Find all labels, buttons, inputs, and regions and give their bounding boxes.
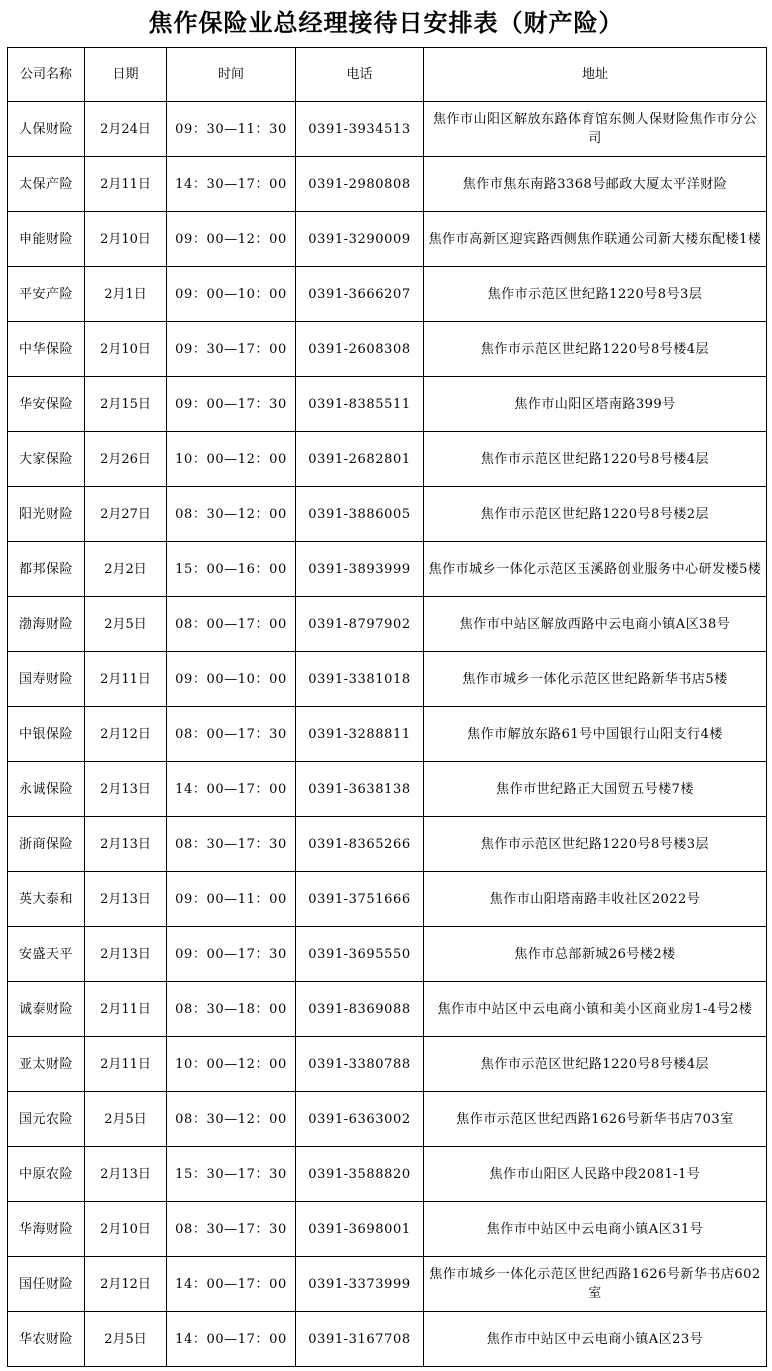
address-cell: 焦作市高新区迎宾路西侧焦作联通公司新大楼东配楼1楼 — [424, 212, 767, 267]
address-cell: 焦作市示范区世纪路1220号8号3层 — [424, 267, 767, 322]
address-cell: 焦作市焦东南路3368号邮政大厦太平洋财险 — [424, 157, 767, 212]
time-cell: 08：30—18：00 — [167, 982, 296, 1037]
phone-cell: 0391-3290009 — [296, 212, 424, 267]
company-cell: 国元农险 — [8, 1092, 85, 1147]
table-row — [8, 157, 767, 212]
phone-cell: 0391-8365266 — [296, 817, 424, 872]
phone-cell: 0391-3167708 — [296, 1312, 424, 1367]
address-cell: 焦作市总部新城26号楼2楼 — [424, 927, 767, 982]
company-cell: 申能财险 — [8, 212, 85, 267]
table-row — [8, 322, 767, 377]
company-cell: 国任财险 — [8, 1257, 85, 1312]
phone-cell: 0391-3380788 — [296, 1037, 424, 1092]
date-cell: 2月10日 — [85, 212, 167, 267]
address-cell: 焦作市城乡一体化示范区世纪路新华书店5楼 — [424, 652, 767, 707]
phone-cell: 0391-3288811 — [296, 707, 424, 762]
company-cell: 阳光财险 — [8, 487, 85, 542]
table-row — [8, 1312, 767, 1367]
time-cell: 09：00—11：00 — [167, 872, 296, 927]
time-cell: 14：00—17：00 — [167, 1257, 296, 1312]
date-cell: 2月1日 — [85, 267, 167, 322]
address-cell: 焦作市城乡一体化示范区玉溪路创业服务中心研发楼5楼 — [424, 542, 767, 597]
company-cell: 诚泰财险 — [8, 982, 85, 1037]
time-cell: 09：30—11：30 — [167, 102, 296, 157]
phone-cell: 0391-3381018 — [296, 652, 424, 707]
company-cell: 浙商保险 — [8, 817, 85, 872]
time-cell: 08：30—17：30 — [167, 1202, 296, 1257]
table-row — [8, 102, 767, 157]
phone-cell: 0391-3373999 — [296, 1257, 424, 1312]
time-cell: 10：00—12：00 — [167, 432, 296, 487]
company-cell: 太保产险 — [8, 157, 85, 212]
address-cell: 焦作市中站区中云电商小镇A区31号 — [424, 1202, 767, 1257]
phone-cell: 0391-3638138 — [296, 762, 424, 817]
phone-cell: 0391-8369088 — [296, 982, 424, 1037]
date-cell: 2月13日 — [85, 872, 167, 927]
address-cell: 焦作市示范区世纪西路1626号新华书店703室 — [424, 1092, 767, 1147]
company-cell: 中银保险 — [8, 707, 85, 762]
address-cell: 焦作市示范区世纪路1220号8号楼4层 — [424, 432, 767, 487]
company-cell: 英大泰和 — [8, 872, 85, 927]
date-cell: 2月13日 — [85, 762, 167, 817]
phone-cell: 0391-2682801 — [296, 432, 424, 487]
header-time: 时间 — [167, 48, 296, 102]
date-cell: 2月12日 — [85, 1257, 167, 1312]
address-cell: 焦作市山阳区解放东路体育馆东侧人保财险焦作市分公司 — [424, 102, 767, 157]
table-row — [8, 872, 767, 927]
address-cell: 焦作市世纪路正大国贸五号楼7楼 — [424, 762, 767, 817]
phone-cell: 0391-3698001 — [296, 1202, 424, 1257]
date-cell: 2月15日 — [85, 377, 167, 432]
address-cell: 焦作市示范区世纪路1220号8号楼3层 — [424, 817, 767, 872]
table-row — [8, 1257, 767, 1312]
table-row — [8, 1092, 767, 1147]
company-cell: 永诚保险 — [8, 762, 85, 817]
page-title: 焦作保险业总经理接待日安排表（财产险） — [148, 9, 624, 37]
date-cell: 2月27日 — [85, 487, 167, 542]
company-cell: 华海财险 — [8, 1202, 85, 1257]
phone-cell: 0391-3934513 — [296, 102, 424, 157]
time-cell: 14：30—17：00 — [167, 157, 296, 212]
table-row — [8, 212, 767, 267]
address-cell: 焦作市城乡一体化示范区世纪西路1626号新华书店602室 — [424, 1257, 767, 1312]
time-cell: 09：00—12：00 — [167, 212, 296, 267]
table-row — [8, 982, 767, 1037]
table-row — [8, 1202, 767, 1257]
date-cell: 2月11日 — [85, 157, 167, 212]
date-cell: 2月10日 — [85, 322, 167, 377]
date-cell: 2月13日 — [85, 927, 167, 982]
table-row — [8, 377, 767, 432]
schedule-table — [7, 47, 767, 1367]
date-cell: 2月10日 — [85, 1202, 167, 1257]
company-cell: 亚太财险 — [8, 1037, 85, 1092]
table-row — [8, 707, 767, 762]
time-cell: 09：00—10：00 — [167, 267, 296, 322]
table-body — [8, 102, 767, 1367]
time-cell: 08：00—17：30 — [167, 707, 296, 762]
address-cell: 焦作市示范区世纪路1220号8号楼4层 — [424, 1037, 767, 1092]
date-cell: 2月13日 — [85, 1147, 167, 1202]
phone-cell: 0391-3695550 — [296, 927, 424, 982]
address-cell: 焦作市中站区中云电商小镇和美小区商业房1-4号2楼 — [424, 982, 767, 1037]
company-cell: 中华保险 — [8, 322, 85, 377]
phone-cell: 0391-8385511 — [296, 377, 424, 432]
company-cell: 安盛天平 — [8, 927, 85, 982]
time-cell: 09：00—10：00 — [167, 652, 296, 707]
company-cell: 大家保险 — [8, 432, 85, 487]
company-cell: 国寿财险 — [8, 652, 85, 707]
company-cell: 都邦保险 — [8, 542, 85, 597]
company-cell: 渤海财险 — [8, 597, 85, 652]
date-cell: 2月2日 — [85, 542, 167, 597]
phone-cell: 0391-8797902 — [296, 597, 424, 652]
date-cell: 2月11日 — [85, 652, 167, 707]
header-company: 公司名称 — [8, 48, 85, 102]
address-cell: 焦作市示范区世纪路1220号8号楼4层 — [424, 322, 767, 377]
phone-cell: 0391-2608308 — [296, 322, 424, 377]
table-row — [8, 927, 767, 982]
time-cell: 15：00—16：00 — [167, 542, 296, 597]
time-cell: 10：00—12：00 — [167, 1037, 296, 1092]
header-date: 日期 — [85, 48, 167, 102]
table-row — [8, 762, 767, 817]
table-header-row — [8, 48, 767, 102]
time-cell: 08：30—12：00 — [167, 487, 296, 542]
phone-cell: 0391-3886005 — [296, 487, 424, 542]
table-row — [8, 432, 767, 487]
date-cell: 2月5日 — [85, 1092, 167, 1147]
date-cell: 2月5日 — [85, 597, 167, 652]
time-cell: 08：00—17：00 — [167, 597, 296, 652]
time-cell: 08：30—17：30 — [167, 817, 296, 872]
table-row — [8, 1147, 767, 1202]
address-cell: 焦作市示范区世纪路1220号8号楼2层 — [424, 487, 767, 542]
address-cell: 焦作市山阳区人民路中段2081-1号 — [424, 1147, 767, 1202]
phone-cell: 0391-2980808 — [296, 157, 424, 212]
time-cell: 14：00—17：00 — [167, 762, 296, 817]
time-cell: 09：00—17：30 — [167, 927, 296, 982]
date-cell: 2月24日 — [85, 102, 167, 157]
table-row — [8, 1037, 767, 1092]
address-cell: 焦作市山阳塔南路丰收社区2022号 — [424, 872, 767, 927]
header-address: 地址 — [424, 48, 767, 102]
phone-cell: 0391-3666207 — [296, 267, 424, 322]
table-row — [8, 597, 767, 652]
phone-cell: 0391-3751666 — [296, 872, 424, 927]
address-cell: 焦作市中站区中云电商小镇A区23号 — [424, 1312, 767, 1367]
time-cell: 14：00—17：00 — [167, 1312, 296, 1367]
company-cell: 华农财险 — [8, 1312, 85, 1367]
company-cell: 华安保险 — [8, 377, 85, 432]
table-row — [8, 542, 767, 597]
header-phone: 电话 — [296, 48, 424, 102]
address-cell: 焦作市中站区解放西路中云电商小镇A区38号 — [424, 597, 767, 652]
address-cell: 焦作市山阳区塔南路399号 — [424, 377, 767, 432]
time-cell: 08：30—12：00 — [167, 1092, 296, 1147]
date-cell: 2月11日 — [85, 1037, 167, 1092]
phone-cell: 0391-3893999 — [296, 542, 424, 597]
address-cell: 焦作市解放东路61号中国银行山阳支行4楼 — [424, 707, 767, 762]
company-cell: 人保财险 — [8, 102, 85, 157]
time-cell: 09：30—17：00 — [167, 322, 296, 377]
date-cell: 2月11日 — [85, 982, 167, 1037]
date-cell: 2月26日 — [85, 432, 167, 487]
company-cell: 中原农险 — [8, 1147, 85, 1202]
table-row — [8, 267, 767, 322]
time-cell: 15：30—17：30 — [167, 1147, 296, 1202]
date-cell: 2月13日 — [85, 817, 167, 872]
company-cell: 平安产险 — [8, 267, 85, 322]
table-row — [8, 817, 767, 872]
table-row — [8, 652, 767, 707]
date-cell: 2月12日 — [85, 707, 167, 762]
table-row — [8, 487, 767, 542]
date-cell: 2月5日 — [85, 1312, 167, 1367]
time-cell: 09：00—17：30 — [167, 377, 296, 432]
phone-cell: 0391-3588820 — [296, 1147, 424, 1202]
phone-cell: 0391-6363002 — [296, 1092, 424, 1147]
